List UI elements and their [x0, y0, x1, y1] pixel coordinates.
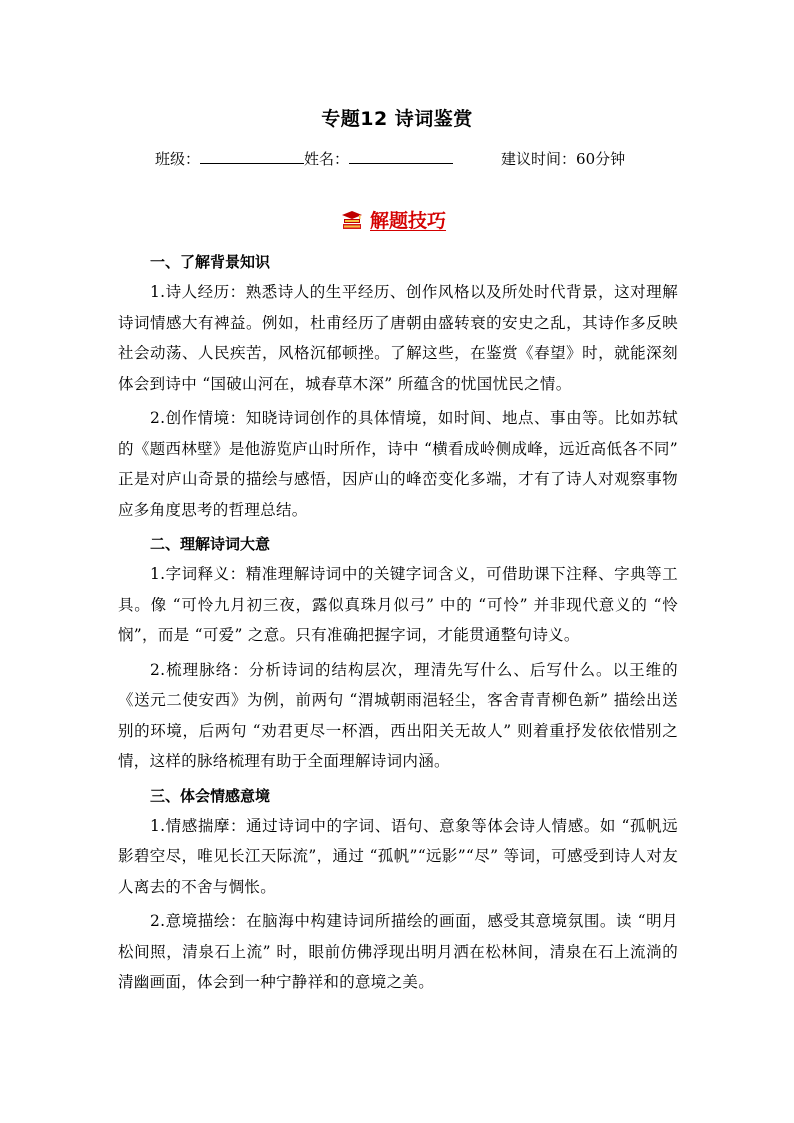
page-title: 专题12 诗词鉴赏	[321, 108, 473, 130]
section-heading: 一、了解背景知识	[150, 253, 271, 271]
name-blank	[349, 146, 453, 164]
book-stack-icon	[340, 208, 364, 232]
class-label: 班级：	[155, 150, 201, 168]
student-info-line	[155, 146, 625, 169]
paragraph: 1.诗人经历：熟悉诗人的生平经历、创作风格以及所处时代背景，这对理解诗词情感大有裨益。例如，杜甫经历了唐朝由盛转衰的安史之乱，其诗作多反映社会动荡、人民疾苦，风格沉郁顿挫。了解这些，在鉴赏《春望》时，就能深刻体会到诗中 “国破山河在，城春草木深” 所蕴含的忧国忧民之情。	[118, 283, 678, 393]
banner-label: 解题技巧	[370, 210, 447, 232]
paragraph: 2.创作情境：知晓诗词创作的具体情境，如时间、地点、事由等。比如苏轼的《题西林壁》是他游览庐山时所作，诗中 “横看成岭侧成峰，远近高低各不同” 正是对庐山奇景的描绘与感悟，因庐山的峰峦变化多端，才有了诗人对观察事物应多角度思考的哲理总结。	[118, 409, 678, 519]
section-banner	[340, 206, 446, 233]
section-heading: 三、体会情感意境	[150, 786, 271, 805]
paragraph: 2.意境描绘：在脑海中构建诗词所描绘的画面，感受其意境氛围。读 “明月松间照，清泉石上流” 时，眼前仿佛浮现出明月洒在松林间，清泉在石上流淌的清幽画面，体会到一种宁静祥和的意境之美。	[118, 912, 678, 991]
paragraph: 1.字词释义：精准理解诗词中的关键字词含义，可借助课下注释、字典等工具。像 “可怜九月初三夜，露似真珠月似弓” 中的 “可怜” 并非现代意义的 “怜悯”，而是 “可爱” 之意。只有准确把握字词，才能贯通整句诗义。	[118, 565, 678, 644]
time-label: 建议时间：60分钟	[501, 150, 626, 168]
name-label: 姓名：	[304, 150, 350, 168]
main-content	[118, 247, 678, 1002]
paragraph: 1.情感揣摩：通过诗词中的字词、语句、意象等体会诗人情感。如 “孤帆远影碧空尽，唯见长江天际流”，通过 “孤帆”“远影”“尽” 等词，可感受到诗人对友人离去的不舍与惆怅。	[118, 816, 678, 896]
section-heading: 二、理解诗词大意	[150, 535, 271, 553]
paragraph: 2.梳理脉络：分析诗词的结构层次，理清先写什么、后写什么。以王维的《送元二使安西》为例，前两句 “渭城朝雨浥轻尘，客舍青青柳色新” 描绘出送别的环境，后两句 “劝君更尽一杯酒，西出阳关无故人” 则着重抒发依依惜别之情，这样的脉络梳理有助于全面理解诗词内涵。	[118, 660, 678, 770]
class-blank	[200, 146, 304, 164]
